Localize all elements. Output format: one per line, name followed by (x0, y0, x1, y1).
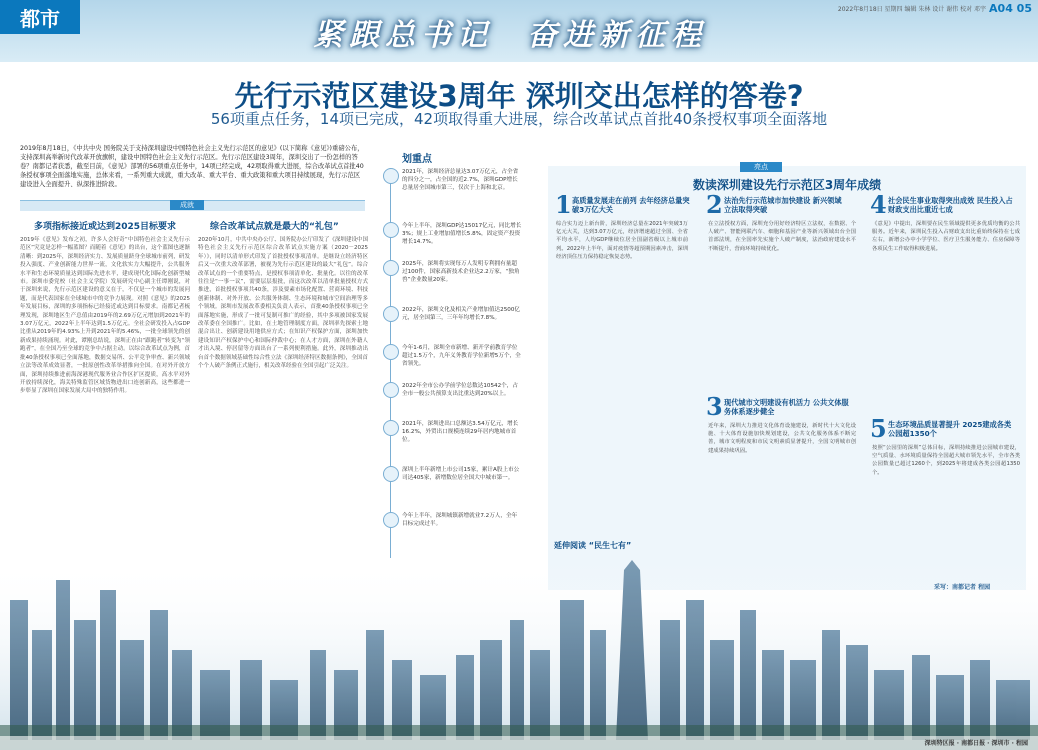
headline: 先行示范区建设3周年 深圳交出怎样的答卷? (234, 79, 804, 113)
patent-icon (383, 260, 399, 276)
plan-item-text: 今年1-6月，深圳全市新增、新开学前教育学位超过1.5万个，九年义务教育学位新增5万个，全省领先。 (402, 345, 521, 367)
plan-item (402, 466, 522, 482)
plan-item-text: 2022年全市公办学前学位总数达10542个，占全市一般公共预算支出比重达到20%以上。 (402, 383, 518, 397)
plan-item-text: 深圳上半年新增上市公司15家，累计A股上市公司达405家，新增数位居全国大中城市第一。 (402, 467, 520, 481)
plan-item (402, 260, 522, 284)
slogan-ribbon (230, 12, 790, 52)
chart-icon (383, 222, 399, 238)
item-title: 法治先行示范城市加快建设 新兴领域立法取得突破 (724, 196, 842, 214)
plan-item (402, 382, 522, 398)
plan-item (402, 168, 522, 192)
item-title: 高质量发展走在前列 去年经济总量突破3万亿大关 (572, 196, 690, 214)
column1-title: 多项指标接近或达到2025目标要求 (34, 222, 177, 232)
lead-paragraph: 2019年8月18日，《中共中央 国务院关于支持深圳建设中国特色社会主义先行示范区的意见》(以下简称《意见》)重磅公布，支持深圳高举新时代改革开放旗帜，建设中国特色社会主义先行示范区。先行示范区建设3周年，深圳交出了一份怎样的答卷？南都记者获悉，截至目前，《意见》部署的56项重点任务中，14项已经完成，42项取得重大进展，综合改革试点首批40条授权事项全面落地实施，总体来看，一系列重大成就，重大改革、重大平台、重大政策和重大项目持续展现，先行示范区建设进入全面提升、纵深推进阶段。 (20, 145, 364, 188)
stock-icon (383, 466, 399, 482)
panel-tag: 亮点 (740, 162, 782, 172)
plan-item-text: 2021年，深圳经济总量达3.07万亿元，占全省的四分之一，占全国的近2.7%，深圳GDP增长总量居全国城市第三，仅次于上海和北京。 (402, 169, 519, 191)
column2-title: 综合改革试点就是最大的“礼包” (210, 222, 339, 232)
item-number: 2 (706, 190, 723, 219)
plan-item-text: 2021年，深圳进出口总额达3.54万亿元，增长16.2%，外贸出口规模连续29年居内地城市首位。 (402, 421, 519, 443)
building-icon (383, 168, 399, 184)
date-line: 2022年8月18日 星期四 编辑 朱林 设计 谢伟 校对 邓宇 (837, 6, 986, 13)
item-text: 按照“公园里的深圳”总体目标，深圳持续推进公园城市建设，空气质量、水环境质量保持全国超大城市领先水平，全市各类公园数量已超过1260个，到2025年将建成各类公园超1350个。 (872, 445, 1020, 476)
school-icon (383, 344, 399, 360)
plan-item-text: 今年上半年，深圳GDP达15017亿元，同比增长3%；规上工业增加值增长5.8%，固定资产投资增长14.7%。 (402, 223, 522, 245)
column1-text: 2019年《意见》发布之初，许多人会好奇“中国特色社会主义先行示范区”究竟是怎样一幅蓝图？而随着《意见》的出台，这个蓝图也逐渐清晰：到2025年，深圳经济实力、发展质量跻身全球城市前列，研发投入强度、产业创新能力世界一流，文化软实力大幅提升，公共服务水平和生态环境质量达到国际先进水平，建成现代化国际化创新型城市。深圳市委党校（社会主义学院）发展研究中心副主任谭刚说，对于深圳来说，先行示范区建设的意义在于，不仅是一个城市的发展问题，而是代表国家在全球城市中的竞争力展现。对照《意见》的2025年发展目标，深圳的多项指标已经接近或达到目标要求。南都记者梳理发现，深圳地区生产总值由2019年的2.69万亿元增加到2021年的3.07万亿元，2022年上半年达到1.5万亿元。全社会研发投入占GDP比重从2019年的4.93%上升到2021年的5.46%，一批全球领先的创新成果持续涌现。对此，谭刚总结说，深圳正在由“跟跑者”转变为“领跑者”，在全国乃至全球的竞争中占据主动。以综合改革试点为例，首批40条授权事项已全面落地，数据交易所、公平竞争审查、新兴领域立法等改革成效显著，一批原创性改革举措推向全国。在对外开放方面，深圳持续推进前海深港现代服务业合作区扩区提质，高水平对外开放持续深化，海关特殊监管区域货物进出口连创新高，这些都进一步彰显了深圳在国家发展大局中的独特作用。 (20, 237, 190, 395)
column2-text: 2020年10月，中共中央办公厅、国务院办公厅印发了《深圳建设中国特色社会主义先行示范区综合改革试点实施方案（2020－2025年）》，同时以清单形式印发了首批授权事项清单。是继设立经济特区后又一次重大改革部署，被视为先行示范区建设的最大“礼包”。综合改革试点的一个重要特点，是授权事项清单化、批量化。以往的改革往往是“一事一议”，需要层层报批，而这次改革以清单批量授权方式推进，首批授权事项共40条，涉及要素市场化配置、营商环境、科技创新体制、对外开放、公共服务体制、生态环境和城市空间治理等多个领域。深圳市发展改革委相关负责人表示，首批40条授权事项已全面落地实施，形成了一批可复制可推广的经验，其中多项被国家发展改革委在全国推广。比如，在土地管理制度方面，深圳率先探索土地混合出让、创新建设用地供应方式；在知识产权保护方面，深圳加快建设知识产权保护中心和国际仲裁中心；在人才方面，深圳在外籍人才出入境、停居留等方面出台了一系列便利措施。此外，深圳推动出台首个数据领域基础性综合性立法《深圳经济特区数据条例》，全国首个个人破产条例正式施行，相关改革经验在全国引起广泛关注。 (198, 237, 368, 370)
plan-item (402, 420, 522, 444)
item-number: 5 (870, 414, 887, 443)
item-title: 现代城市文明建设有机活力 公共文体服务体系逐步健全 (724, 398, 849, 416)
item-number: 4 (870, 190, 887, 219)
plan-item (402, 222, 522, 246)
people-icon (383, 512, 399, 528)
item-text: 近年来，深圳大力推进文化体育设施建设，新时代十大文化设施、十大体育设施加快规划建设，公共文化服务体系不断完善，城市文明程度和市民文明素质显著提升，全国文明城市创建成果持续巩固。 (708, 423, 856, 454)
plan-item (402, 512, 522, 528)
slogan-left: 紧跟总书记 (313, 18, 493, 53)
trade-icon (383, 420, 399, 436)
section-label: 成就 (170, 200, 204, 210)
subheadline: 56项重点任务，14项已完成，42项取得重大进展，综合改革试点首批40条授权事项全面落地 (210, 110, 828, 128)
item-text: 《意见》中提出，深圳要在民生领域提供更多优质均衡的公共服务。近年来，深圳民生投入占财政支出比重始终保持在七成左右，新增公办中小学学位、医疗卫生服务能力、住房保障等各项民生工作取得积极进展。 (872, 221, 1020, 252)
section-tag: 都市 (0, 0, 80, 34)
city-skyline-image (0, 560, 1038, 750)
item-number: 3 (706, 392, 723, 421)
plan-item-text: 今年上半年，深圳城镇新增就业7.2万人，全年目标完成过半。 (402, 513, 518, 527)
education-icon (383, 382, 399, 398)
item-title: 社会民生事业取得突出成效 民生投入占财政支出比重近七成 (888, 196, 1013, 214)
slogan-right: 奋进新征程 (527, 18, 707, 53)
footer-strip (0, 736, 1038, 750)
panel-title: 数读深圳建设先行示范区3周年成绩 (692, 178, 882, 192)
plan-item-text: 2022年，深圳文化及相关产业增加值达2500亿元，居全国第三，三年年均增长7.8%。 (402, 307, 520, 321)
item-number: 1 (555, 190, 572, 219)
plan-item-text: 2025年，深圳将实现每万人发明专利拥有量超过100件，国家高新技术企业达2.2万家，“独角兽”企业数量20家。 (402, 261, 520, 283)
page-number: A04 05 (989, 2, 1032, 15)
pull-quote: 延伸阅读 “民生七有” (554, 541, 632, 550)
item-text: 综合实力迈上新台阶，深圳经济总量在2021年突破3万亿元大关，达到3.07万亿元，经济增速超过全国、全省平均水平，人均GDP继续位居全国副省级以上城市前列。2022年上半年，面对疫情等超预期因素冲击，深圳经济顶住压力保持稳定恢复态势。 (556, 221, 688, 260)
plan-title: 划重点 (402, 154, 432, 165)
plan-item (402, 344, 522, 368)
footer-credit: 深圳特区报 · 南都日报 · 深圳市 · 程园 (924, 740, 1028, 747)
plan-item (402, 306, 522, 322)
item-title: 生态环境品质显著提升 2025建成各类公园超1350个 (888, 420, 1012, 438)
item-text: 在立法授权方面，深圳充分用好经济特区立法权，在数据、个人破产、智能网联汽车、细胞和基因产业等新兴领域出台全国首部法规，在全国率先实施个人破产制度，法治政府建设水平不断提升，营商环境持续优化。 (708, 221, 856, 252)
culture-icon (383, 306, 399, 322)
